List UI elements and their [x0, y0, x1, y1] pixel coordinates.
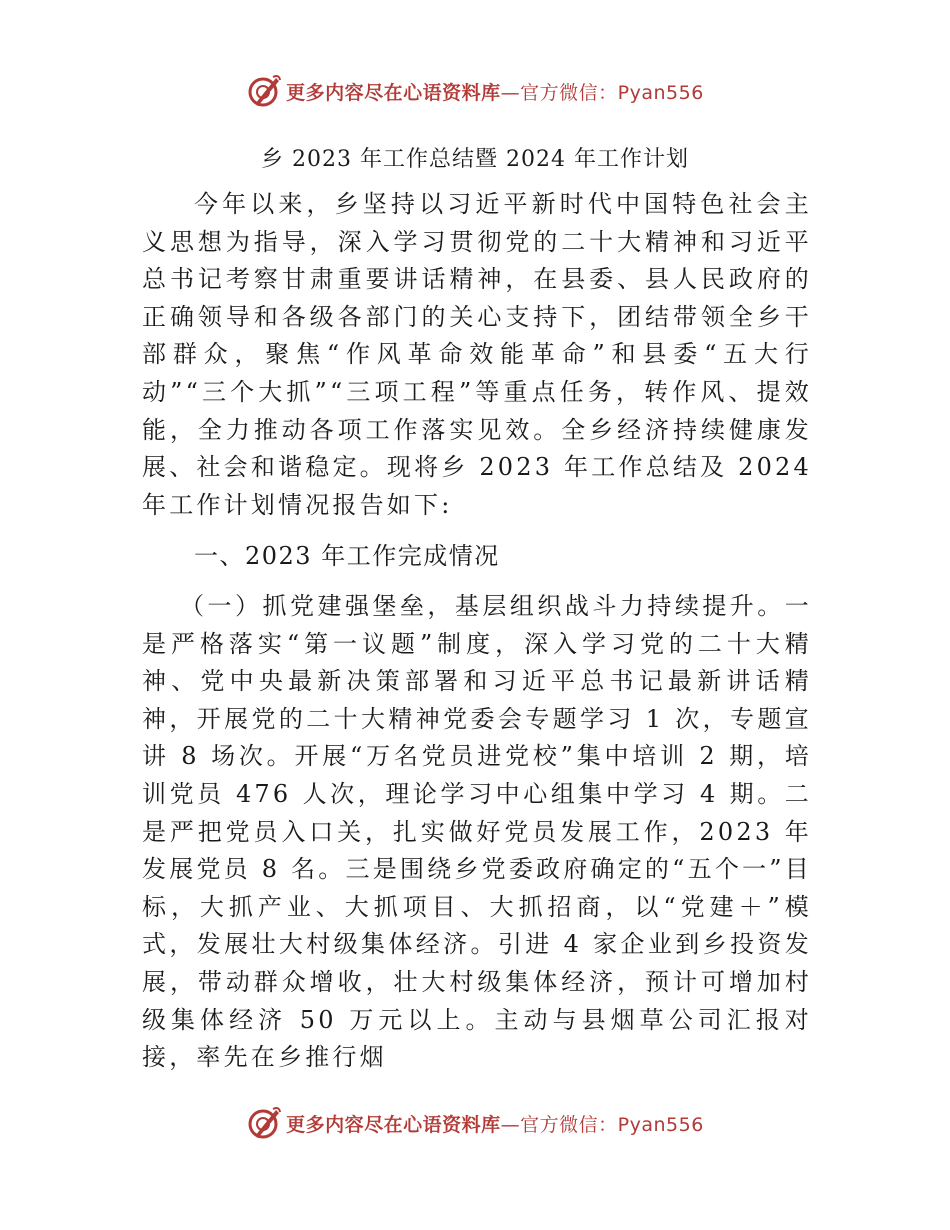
banner-wechat: 官方微信：Pyan556 — [520, 1113, 704, 1136]
quill-pen-logo-icon — [246, 73, 282, 109]
banner-promo-text: 更多内容尽在心语资料库 — [286, 81, 501, 104]
banner-text — [286, 78, 704, 105]
banner-separator: — — [500, 1113, 521, 1136]
document-title: 乡 2023 年工作总结暨 2024 年工作计划 — [261, 147, 689, 172]
banner-text — [286, 1110, 704, 1137]
intro-paragraph: 今年以来，乡坚持以习近平新时代中国特色社会主义思想为指导，深入学习贯彻党的二十大精神和习近平总书记考察甘肃重要讲话精神，在县委、县人民政府的正确领导和各级各部门的关心支持下，团结带领全乡干部群众，聚焦“作风革命效能革命”和县委“五大行动”“三个大抓”“三项工程”等重点任务，转作风、提效能，全力推动各项工作落实见效。全乡经济持续健康发展、社会和谐稳定。现将乡 2023 年工作总结及 2024 年工作计划情况报告如下: — [142, 190, 812, 519]
quill-pen-logo-icon — [246, 1105, 282, 1141]
section-heading: 一、2023 年工作完成情况 — [194, 542, 500, 570]
header-banner[interactable] — [0, 71, 950, 111]
banner-separator: — — [500, 81, 521, 104]
section-paragraph: （一）抓党建强堡垒，基层组织战斗力持续提升。一是严格落实“第一议题”制度，深入学习党的二十大精神、党中央最新决策部署和习近平总书记最新讲话精神，开展党的二十大精神党委会专题学习 1 次，专题宣讲 8 场次。开展“万名党员进党校”集中培训 2 期，培训党员 476 人次，理论学习中心组集中学习 4 期。二是严把党员入口关，扎实做好党员发展工作，2023 年发展党员 8 名。三是围绕乡党委政府确定的“五个一”目标，大抓产业、大抓项目、大抓招商，以“党建＋”模式，发展壮大村级集体经济。引进 4 家企业到乡投资发展，带动群众增收，壮大村级集体经济，预计可增加村级集体经济 50 万元以上。主动与县烟草公司汇报对接，率先在乡推行烟 — [142, 592, 812, 1072]
banner-promo-text: 更多内容尽在心语资料库 — [286, 1113, 501, 1136]
footer-banner[interactable] — [0, 1103, 950, 1143]
banner-wechat: 官方微信：Pyan556 — [520, 81, 704, 104]
